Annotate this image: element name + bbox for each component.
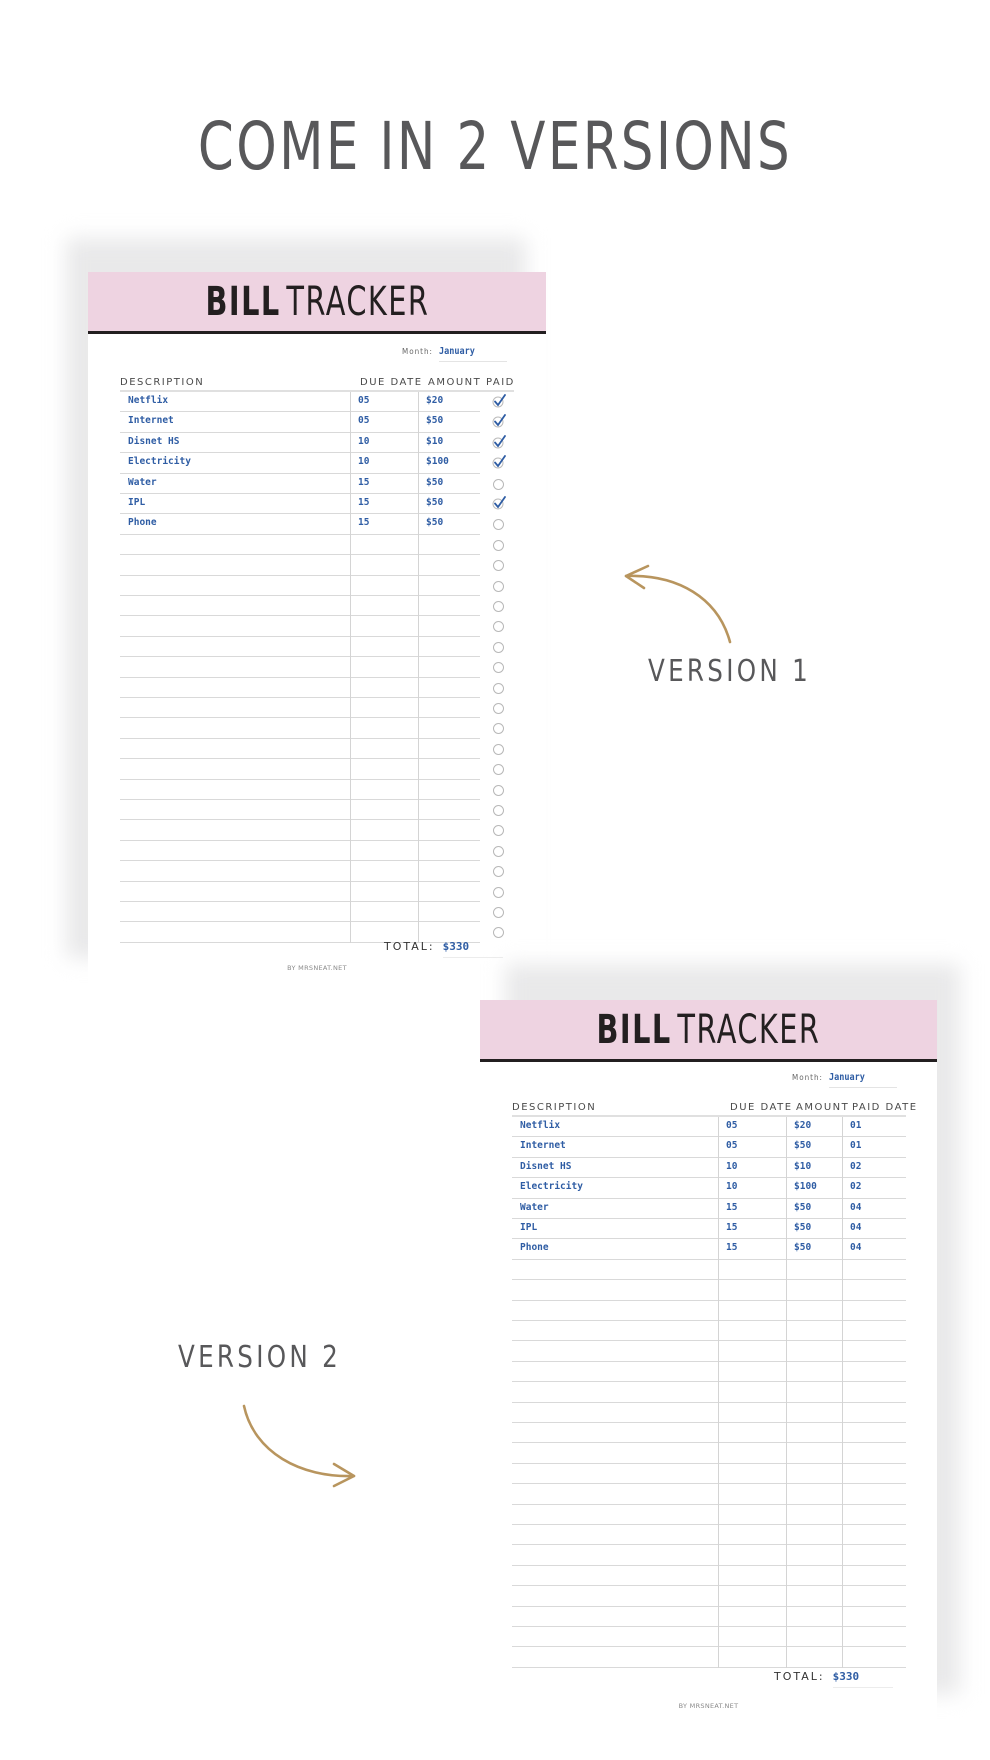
- empty-row[interactable]: [120, 637, 480, 657]
- empty-row[interactable]: [512, 1647, 906, 1667]
- sheet-header: [480, 1000, 937, 1062]
- unchecked-circle-icon[interactable]: [493, 601, 504, 612]
- checked-circle-icon[interactable]: [492, 496, 506, 510]
- empty-row[interactable]: [512, 1321, 906, 1341]
- unchecked-circle-icon[interactable]: [493, 927, 504, 938]
- cell-due-date: 10: [358, 456, 370, 468]
- table-row[interactable]: [512, 1199, 906, 1219]
- cell-due-date: 15: [358, 497, 370, 508]
- empty-row[interactable]: [120, 820, 480, 840]
- col-description: DESCRIPTION: [512, 1102, 597, 1113]
- cell-amount: $50: [794, 1201, 812, 1213]
- column-divider: [842, 1117, 843, 1668]
- empty-row[interactable]: [512, 1566, 906, 1586]
- unchecked-circle-icon[interactable]: [493, 744, 504, 755]
- column-divider: [718, 1117, 719, 1668]
- cell-description: Electricity: [520, 1181, 583, 1193]
- unchecked-circle-icon[interactable]: [493, 642, 504, 653]
- empty-row[interactable]: [120, 780, 480, 800]
- title-bold: BILL: [596, 1006, 672, 1053]
- col-amount: AMOUNT: [428, 377, 482, 388]
- cell-description: Internet: [128, 415, 174, 427]
- col-paid: PAID: [486, 377, 515, 388]
- cell-description: IPL: [520, 1222, 538, 1233]
- title-bold: BILL: [205, 278, 281, 325]
- cell-due-date: 15: [726, 1242, 738, 1254]
- empty-row[interactable]: [120, 882, 480, 902]
- cell-paid-date: 01: [850, 1140, 862, 1152]
- empty-row[interactable]: [512, 1301, 906, 1321]
- table-row[interactable]: [120, 474, 480, 494]
- month-label: Month:: [792, 1073, 823, 1082]
- cell-description: Netflix: [128, 395, 169, 406]
- cell-amount: $50: [426, 415, 444, 427]
- cell-description: Electricity: [128, 456, 191, 468]
- unchecked-circle-icon[interactable]: [493, 805, 504, 816]
- sheet-header: [88, 272, 546, 334]
- cell-paid-date: 02: [850, 1181, 862, 1193]
- unchecked-circle-icon[interactable]: [493, 764, 504, 775]
- empty-row[interactable]: [512, 1627, 906, 1647]
- cell-due-date: 05: [726, 1140, 738, 1152]
- cell-amount: $50: [426, 497, 444, 508]
- column-divider: [786, 1117, 787, 1668]
- unchecked-circle-icon[interactable]: [493, 581, 504, 592]
- col-paid-date: PAID DATE: [852, 1102, 918, 1113]
- cell-amount: $50: [426, 517, 444, 529]
- empty-row[interactable]: [120, 902, 480, 922]
- unchecked-circle-icon[interactable]: [493, 846, 504, 857]
- empty-row[interactable]: [120, 616, 480, 636]
- unchecked-circle-icon[interactable]: [493, 723, 504, 734]
- cell-amount: $20: [426, 395, 444, 406]
- cell-description: IPL: [128, 497, 146, 508]
- unchecked-circle-icon[interactable]: [493, 519, 504, 530]
- version2-label: VERSION 2: [178, 1340, 342, 1375]
- empty-row[interactable]: [512, 1403, 906, 1423]
- table-row[interactable]: [120, 514, 480, 534]
- empty-row[interactable]: [120, 576, 480, 596]
- col-due-date: DUE DATE: [730, 1102, 793, 1113]
- arrow-left-icon: [618, 558, 738, 648]
- cell-amount: $10: [794, 1160, 812, 1172]
- cell-amount: $20: [794, 1120, 812, 1131]
- empty-row[interactable]: [512, 1260, 906, 1280]
- month-field: [402, 346, 519, 362]
- arrow-right-icon: [240, 1402, 362, 1492]
- empty-row[interactable]: [120, 596, 480, 616]
- empty-row[interactable]: [512, 1464, 906, 1484]
- version2-sheet: [480, 1000, 937, 1722]
- cell-description: Phone: [520, 1242, 549, 1254]
- empty-row[interactable]: [512, 1423, 906, 1443]
- month-label: Month:: [402, 347, 433, 356]
- cell-amount: $50: [794, 1222, 812, 1233]
- cell-description: Netflix: [520, 1120, 561, 1131]
- unchecked-circle-icon[interactable]: [493, 825, 504, 836]
- cell-amount: $50: [794, 1242, 812, 1254]
- table-row[interactable]: [120, 433, 480, 453]
- cell-paid-date: 04: [850, 1222, 862, 1233]
- table-row[interactable]: [512, 1117, 906, 1137]
- total-label: TOTAL:: [384, 940, 435, 953]
- column-divider: [418, 392, 419, 943]
- empty-row[interactable]: [512, 1607, 906, 1627]
- empty-row[interactable]: [512, 1484, 906, 1504]
- footer-credit: BY MRSNEAT.NET: [678, 1702, 739, 1710]
- table-row[interactable]: [120, 494, 480, 514]
- cell-description: Phone: [128, 517, 157, 529]
- empty-row[interactable]: [512, 1280, 906, 1300]
- empty-row[interactable]: [512, 1443, 906, 1463]
- cell-description: Water: [128, 476, 157, 488]
- footer-credit: BY MRSNEAT.NET: [287, 964, 347, 972]
- cell-due-date: 15: [726, 1201, 738, 1213]
- unchecked-circle-icon[interactable]: [493, 703, 504, 714]
- table-row[interactable]: [512, 1219, 906, 1239]
- table-row[interactable]: [120, 392, 480, 412]
- unchecked-circle-icon[interactable]: [493, 683, 504, 694]
- cell-amount: $50: [426, 476, 444, 488]
- empty-row[interactable]: [120, 555, 480, 575]
- cell-amount: $100: [426, 456, 449, 468]
- empty-row[interactable]: [512, 1586, 906, 1606]
- cell-description: Disnet HS: [520, 1160, 572, 1172]
- cell-due-date: 10: [726, 1160, 738, 1172]
- empty-row[interactable]: [120, 861, 480, 881]
- empty-row[interactable]: [120, 739, 480, 759]
- title-light: TRACKER: [285, 278, 429, 325]
- checked-circle-icon[interactable]: [492, 435, 506, 449]
- version1-sheet: [88, 272, 546, 990]
- empty-row[interactable]: [120, 759, 480, 779]
- cell-paid-date: 01: [850, 1120, 862, 1131]
- total: [774, 1670, 893, 1688]
- unchecked-circle-icon[interactable]: [493, 887, 504, 898]
- title-light: TRACKER: [677, 1006, 821, 1053]
- total-label: TOTAL:: [774, 1670, 825, 1683]
- col-amount: AMOUNT: [796, 1102, 850, 1113]
- empty-row[interactable]: [120, 657, 480, 677]
- empty-row[interactable]: [120, 718, 480, 738]
- headline: COME IN 2 VERSIONS: [197, 108, 793, 185]
- sheet-title: [205, 279, 429, 325]
- cell-paid-date: 02: [850, 1160, 862, 1172]
- cell-paid-date: 04: [850, 1242, 862, 1254]
- cell-description: Water: [520, 1201, 549, 1213]
- cell-description: Internet: [520, 1140, 566, 1152]
- cell-amount: $50: [794, 1140, 812, 1152]
- checked-circle-icon[interactable]: [492, 455, 506, 469]
- table-row[interactable]: [512, 1158, 906, 1178]
- table-row[interactable]: [120, 412, 480, 432]
- unchecked-circle-icon[interactable]: [493, 479, 504, 490]
- empty-row[interactable]: [120, 678, 480, 698]
- empty-row[interactable]: [512, 1525, 906, 1545]
- cell-due-date: 05: [726, 1120, 738, 1131]
- unchecked-circle-icon[interactable]: [493, 540, 504, 551]
- month-value[interactable]: January: [439, 346, 507, 362]
- cell-due-date: 15: [358, 517, 370, 529]
- sheet-title: [597, 1007, 821, 1053]
- cell-due-date: 10: [358, 435, 370, 447]
- table-row[interactable]: [512, 1239, 906, 1259]
- cell-due-date: 15: [726, 1222, 738, 1233]
- col-description: DESCRIPTION: [120, 377, 205, 388]
- unchecked-circle-icon[interactable]: [493, 662, 504, 673]
- empty-row[interactable]: [120, 800, 480, 820]
- version1-label: VERSION 1: [648, 654, 812, 689]
- unchecked-circle-icon[interactable]: [493, 560, 504, 571]
- empty-row[interactable]: [120, 698, 480, 718]
- total-value: $330: [443, 940, 503, 958]
- unchecked-circle-icon[interactable]: [493, 866, 504, 877]
- cell-due-date: 05: [358, 395, 370, 406]
- empty-row[interactable]: [120, 535, 480, 555]
- cell-description: Disnet HS: [128, 435, 180, 447]
- month-field: [792, 1072, 909, 1088]
- cell-paid-date: 04: [850, 1201, 862, 1213]
- checked-circle-icon[interactable]: [492, 394, 506, 408]
- empty-row[interactable]: [512, 1382, 906, 1402]
- total: [384, 940, 503, 958]
- unchecked-circle-icon[interactable]: [493, 907, 504, 918]
- column-divider: [350, 392, 351, 943]
- month-value[interactable]: January: [829, 1072, 897, 1088]
- empty-row[interactable]: [512, 1341, 906, 1361]
- cell-amount: $100: [794, 1181, 817, 1193]
- unchecked-circle-icon[interactable]: [493, 785, 504, 796]
- cell-due-date: 15: [358, 476, 370, 488]
- table-row[interactable]: [512, 1178, 906, 1198]
- cell-amount: $10: [426, 435, 444, 447]
- cell-due-date: 10: [726, 1181, 738, 1193]
- table-row[interactable]: [512, 1137, 906, 1157]
- empty-row[interactable]: [120, 841, 480, 861]
- cell-due-date: 05: [358, 415, 370, 427]
- empty-row[interactable]: [512, 1545, 906, 1565]
- empty-row[interactable]: [512, 1505, 906, 1525]
- total-value: $330: [833, 1670, 893, 1688]
- col-due-date: DUE DATE: [360, 377, 423, 388]
- table-row[interactable]: [120, 453, 480, 473]
- unchecked-circle-icon[interactable]: [493, 621, 504, 632]
- checked-circle-icon[interactable]: [492, 414, 506, 428]
- empty-row[interactable]: [512, 1362, 906, 1382]
